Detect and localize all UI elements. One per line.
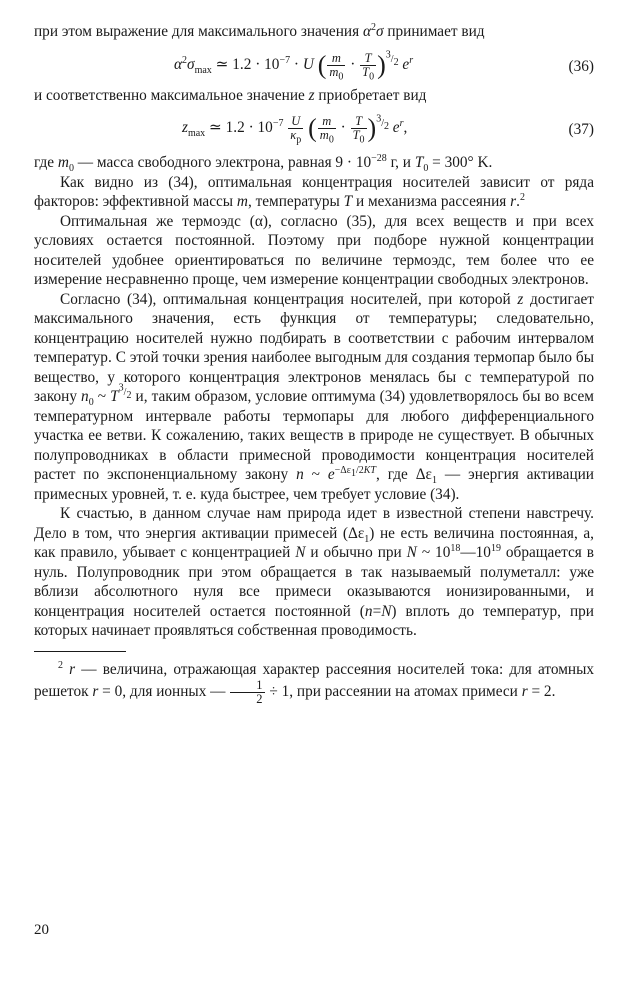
- equation-36-number: (36): [568, 57, 594, 75]
- according-paragraph: Согласно (34), оптимальная концентрация носителей, при которой z достигает максимального значения, есть функция от температуры; следовательно, концентрацию носителей нужно подбирать в соответствии с рабочим интервалом температур. С этой точки зрения наиболее выгодным для создания термопар было бы вещество, у которого концентрация электронов менялась бы с температурой по закону $n_0$ ~ $T^{^3/_2}$ и, таким образом, условие оптимума (34) удовлетворялось бы во всем температурном интервале работы термопары для любого дифференциального участка ее ветви. К сожалению, таких веществ в природе не существует. В обычных полупроводниках в области примесной проводимости концентрация носителей растет по экспоненциальному закону n ~ $e^{-\Delta\varepsilon_1/2KT}$, где $\Delta\varepsilon_1$ — энергия активации примесных уровней, т. е. куда быстрее, чем требует условие (34).: [34, 290, 594, 503]
- intro-paragraph: при этом выражение для максимального значения $\alpha^2\sigma$ принимает вид: [34, 21, 485, 40]
- footnote: [34, 660, 594, 707]
- after-eq36-paragraph: и соответственно максимальное значение z приобретает вид: [34, 86, 427, 104]
- footnote-divider: [34, 651, 126, 652]
- equation-37-formula: $z_{max}$ ≃ $1.2 \cdot 10^{-7}$ $\frac{U}{\kappa_p}$ ( $\frac{m}{m_0}$ · $\frac{T}{T_0}$ )$^{^3/_2}$ $e^r$,: [182, 113, 408, 146]
- page-number: 20: [34, 922, 49, 938]
- dependence-paragraph: Как видно из (34), оптимальная концентрация носителей зависит от ряда факторов: эффективной массы m, температуры T и механизма рассеяния r.$^2$: [34, 173, 594, 210]
- equation-37-number: (37): [568, 121, 594, 138]
- equation-36: [34, 42, 594, 86]
- thermo-emf-paragraph: Оптимальная же термоэдс (α), согласно (35), для всех веществ и при всех условиях остается постоянной. Поэтому при подборе нужной концентрации носителей удобнее ориентироваться по величине термоэдс, тем более что ее измерение несравненно проще, чем измерение концентрации свободных электронов.: [34, 212, 594, 288]
- equation-36-formula: $\alpha^2\sigma_{max}$ ≃ $1.2 \cdot 10^{-7} \cdot U$ ( $\frac{m}{m_0}$ · $\frac{T}{T_0}$ )$^{^3/_2}$ $e^r$: [174, 50, 414, 82]
- footnote-marker: 2: [58, 659, 63, 671]
- page-body: [34, 22, 594, 706]
- footnote-text: $^2$ r — величина, отражающая характер рассеяния носителей тока: для атомных решеток r = 0, для ионных — $\frac{1}{2}$ ÷ 1, при рассеянии на атомах примеси r = 2.: [34, 659, 595, 706]
- fortunately-paragraph: К счастью, в данном случае нам природа идет в известной степени навстречу. Дело в том, что энергия активации примесей $(\Delta\varepsilon_1)$ не есть величина постоянная, а, как правило, убывает с концентрацией N и обычно при N ~ $10^{18}—10^{19}$ обращается в нуль. Полупроводник при этом обращается в так называемый полуметалл: уже вблизи абсолютного нуля все примеси оказываются ионизированными, и концентрация носителей остается постоянной (n=N) вплоть до температур, при которых начинает проявляться собственная проводимость.: [34, 505, 595, 639]
- equation-37: [34, 105, 594, 153]
- where-m0-paragraph: где $m_0$ — масса свободного электрона, равная $9 \cdot 10^{-28}$ г, и $T_0 = 300^\circ$ K.: [34, 152, 493, 175]
